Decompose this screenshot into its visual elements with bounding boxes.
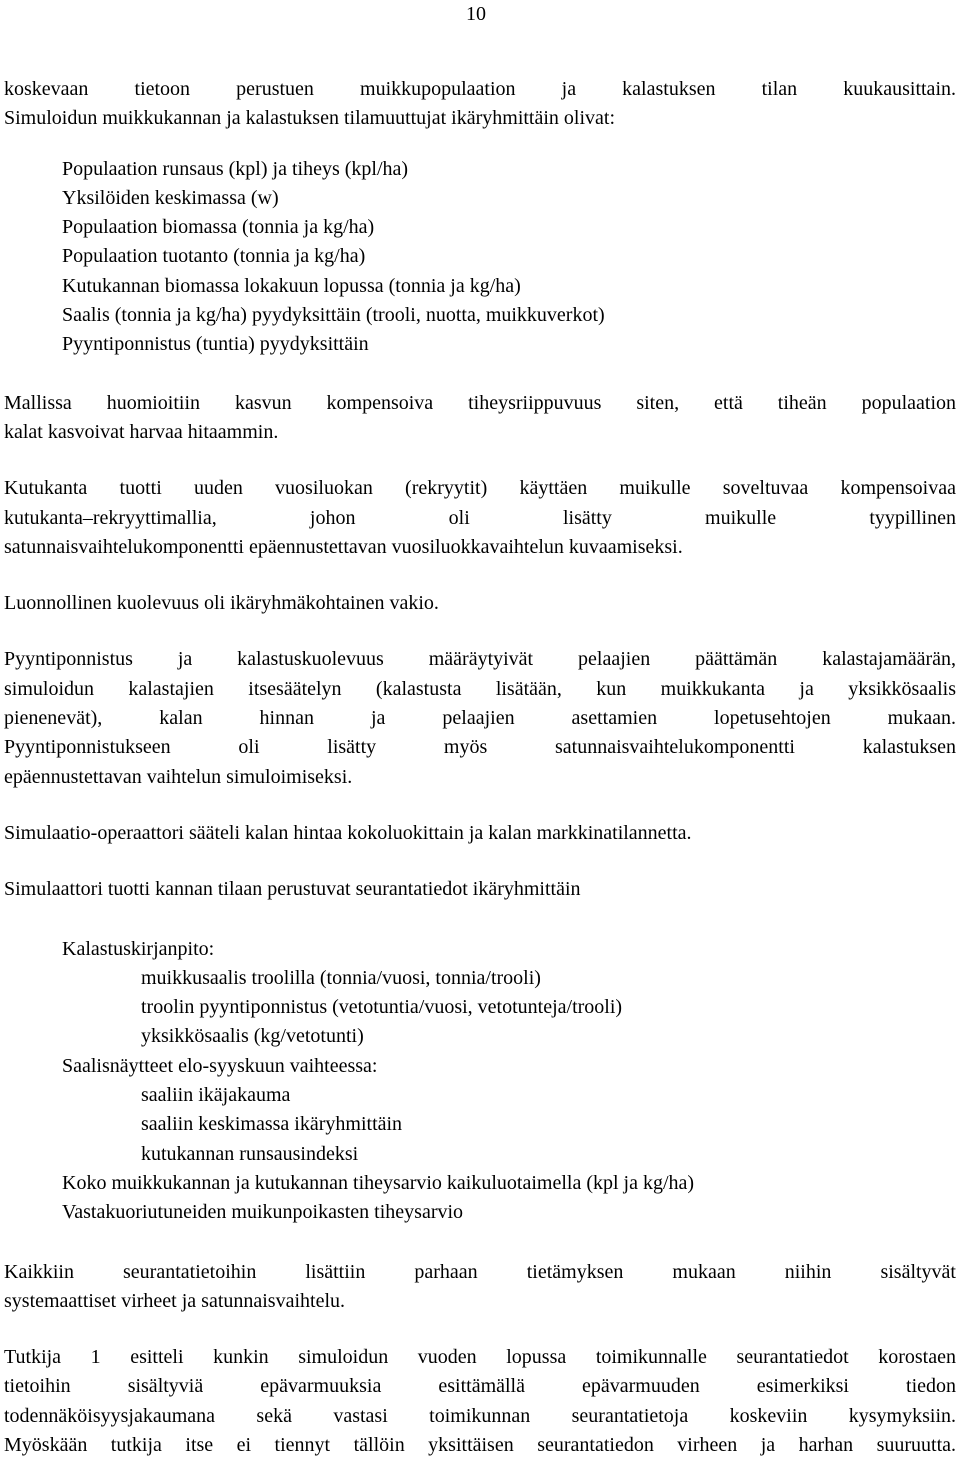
intro-line-2: Simuloidun muikkukannan ja kalastuksen tilamuuttujat ikäryhmittäin olivat: [4,107,616,130]
paragraph-line: Pyyntiponnistukseen oli lisätty myös satunnaisvaihtelukomponentti kalastuksen [4,736,956,759]
sample-item: kutukannan runsausindeksi [141,1142,359,1165]
sample-item: saaliin ikäjakauma [141,1084,291,1107]
state-variable-list [4,155,956,360]
logbook-heading: Kalastuskirjanpito: [62,937,215,960]
sample-heading: Saalisnäytteet elo-syyskuun vaihteessa: [62,1054,378,1077]
paragraph-line: satunnaisvaihtelukomponentti epäennustettavan vuosiluokkavaihtelun kuvaamiseksi. [4,535,683,558]
paragraph-price-control [4,819,956,848]
paragraph-recruitment [4,474,956,562]
paragraph-line: epäennustettavan vaihtelun simuloimiseksi. [4,765,353,788]
state-variable-item: Populaation biomassa (tonnia ja kg/ha) [62,216,375,239]
paragraph-line: Simulaatio-operaattori sääteli kalan hintaa kokoluokittain ja kalan markkinatilannetta. [4,821,692,844]
paragraph-line: Mallissa huomioitiin kasvun kompensoiva tiheysriippuvuus siten, että tiheän populaation [4,391,956,414]
paragraph-line: todennäköisyysjakaumana sekä vastasi toimikunnan seurantatietoja koskeviin kysymyksiin. [4,1404,956,1427]
logbook-item: troolin pyyntiponnistus (vetotuntia/vuosi, vetotunteja/trooli) [141,996,623,1019]
intro-line-1: koskevaan tietoon perustuen muikkupopulaation ja kalastuksen tilan kuukausittain. [4,78,956,100]
paragraph-line: tietoihin sisältyviä epävarmuuksia esittämällä epävarmuuden esimerkiksi tiedon [4,1375,956,1398]
page-body [4,75,956,1460]
paragraph-monitoring-intro [4,875,956,904]
state-variable-item: Populaation tuotanto (tonnia ja kg/ha) [62,245,366,268]
paragraph-line: Pyyntiponnistus ja kalastuskuolevuus määräytyivät pelaajien päättämän kalastajamäärän, [4,648,956,671]
monitoring-list [4,935,956,1228]
paragraph-line: Kutukanta tuotti uuden vuosiluokan (rekryytit) käyttäen muikulle soveltuvaa kompensoivaa [4,477,956,500]
state-variable-item: Yksilöiden keskimassa (w) [62,186,279,209]
paragraph-line: Myöskään tutkija itse ei tiennyt tällöin yksittäisen seurantatiedon virheen ja harhan suuruutta. [4,1433,956,1456]
state-variable-item: Kutukannan biomassa lokakuun lopussa (tonnia ja kg/ha) [62,274,521,297]
page-number: 10 [466,3,486,25]
state-variable-item: Populaation runsaus (kpl) ja tiheys (kpl/ha) [62,157,409,180]
paragraph-fishing-effort [4,645,956,791]
logbook-item: muikkusaalis troolilla (tonnia/vuosi, tonnia/trooli) [141,966,541,989]
paragraph-line: kutukanta–rekryyttimallia, johon oli lisätty muikulle tyypillinen [4,506,956,529]
juvenile-survey-item: Vastakuoriutuneiden muikunpoikasten tiheysarvio [62,1201,464,1224]
paragraph-errors [4,1258,956,1317]
echo-survey-item: Koko muikkukannan ja kutukannan tiheysarvio kaikuluotaimella (kpl ja kg/ha) [62,1171,695,1194]
paragraph-density-dependence [4,389,956,448]
paragraph-line: Luonnollinen kuolevuus oli ikäryhmäkohtainen vakio. [4,592,439,615]
paragraph-line: pienenevät), kalan hinnan ja pelaajien asettamien lopetusehtojen mukaan. [4,707,956,730]
paragraph-line: Simulaattori tuotti kannan tilaan perustuvat seurantatiedot ikäryhmittäin [4,878,581,901]
state-variable-item: Pyyntiponnistus (tuntia) pyydyksittäin [62,333,369,356]
paragraph-line: kalat kasvoivat harvaa hitaammin. [4,420,279,443]
paragraph-line: Kaikkiin seurantatietoihin lisättiin parhaan tietämyksen mukaan niihin sisältyvät [4,1260,956,1283]
sample-item: saaliin keskimassa ikäryhmittäin [141,1113,403,1136]
paragraph-line: simuloidun kalastajien itsesäätelyn (kalastusta lisätään, kun muikkukanta ja yksikkösaalis [4,677,956,700]
paragraph-line: systemaattiset virheet ja satunnaisvaihtelu. [4,1289,346,1312]
paragraph-line: Tutkija 1 esitteli kunkin simuloidun vuoden lopussa toimikunnalle seurantatiedot korostaen [4,1346,956,1369]
paragraph-natural-mortality [4,589,956,618]
paragraph-researcher [4,1343,956,1460]
state-variable-item: Saalis (tonnia ja kg/ha) pyydyksittäin (trooli, nuotta, muikkuverkot) [62,304,605,327]
logbook-item: yksikkösaalis (kg/vetotunti) [141,1025,364,1048]
